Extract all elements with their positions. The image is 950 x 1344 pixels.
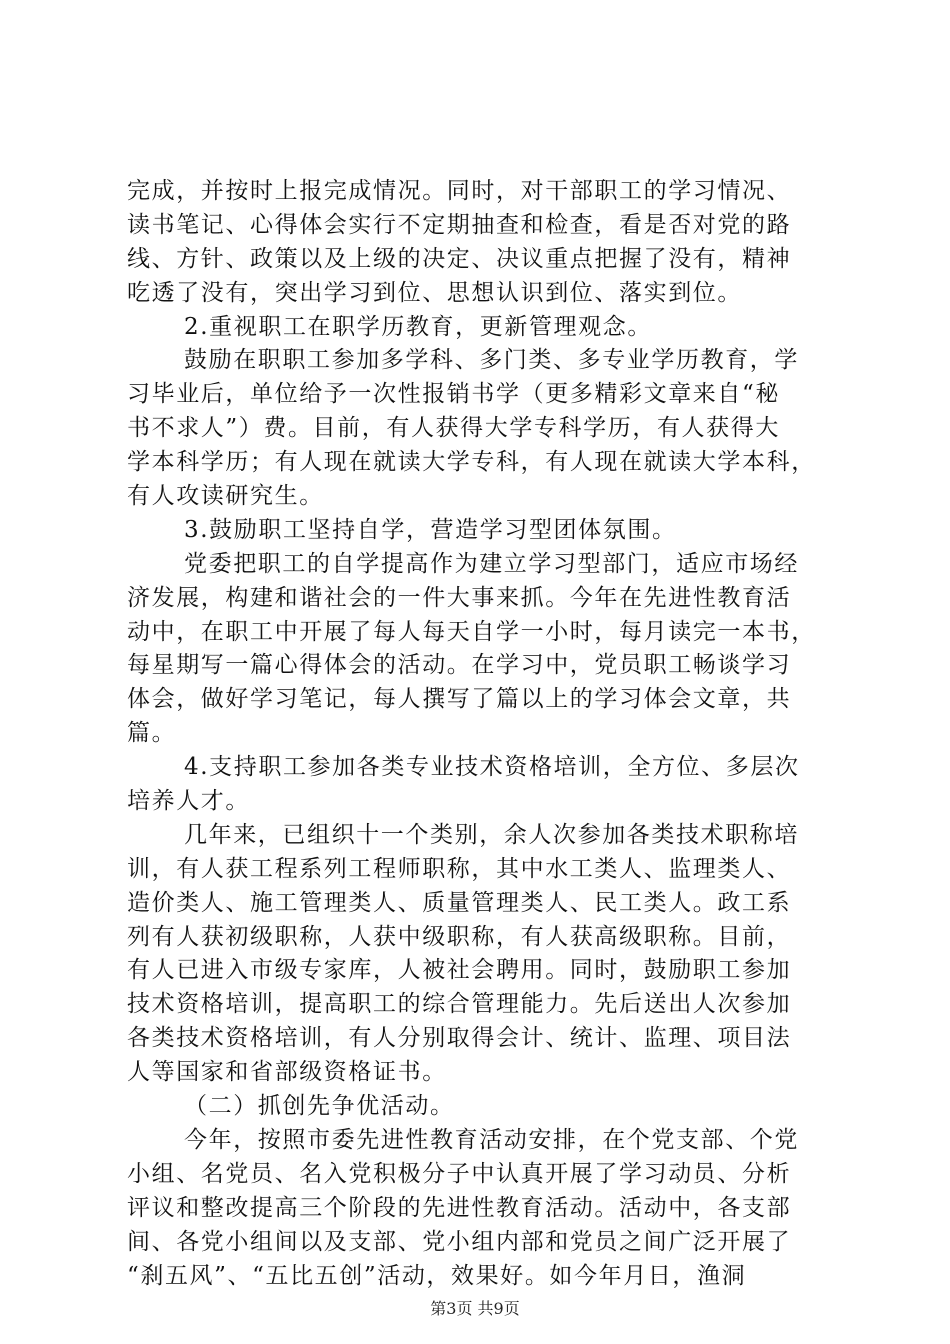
text-line: 有人攻读研究生。 [127, 483, 324, 510]
text-line: 书不求人”）费。目前，有人获得大学专科学历，有人获得大 [127, 415, 780, 442]
text-line: 有人已进入市级专家库，人被社会聘用。同时，鼓励职工参加 [127, 957, 792, 984]
text-line: 2.重视职工在职学历教育，更新管理观念。 [184, 313, 652, 340]
text-line: “刹五风”、“五比五创”活动，效果好。如今年月日，渔洞 [127, 1262, 747, 1289]
text-line: 党委把职工的自学提高作为建立学习型部门，适应市场经 [184, 550, 799, 577]
text-line: 技术资格培训，提高职工的综合管理能力。先后送出人次参加 [127, 991, 792, 1018]
text-line: 济发展，构建和谐社会的一件大事来抓。今年在先进性教育活 [127, 584, 792, 611]
text-line: 人等国家和省部级资格证书。 [127, 1059, 447, 1086]
text-line: 训，有人获工程系列工程师职称，其中水工类人、监理类人、 [127, 855, 792, 882]
text-line: 篇。 [127, 720, 177, 747]
text-line: 线、方针、政策以及上级的决定、决议重点把握了没有，精神 [127, 245, 792, 272]
text-line: 小组、名党员、名入党积极分子中认真开展了学习动员、分析 [127, 1160, 792, 1187]
text-line: 读书笔记、心得体会实行不定期抽查和检查，看是否对党的路 [127, 211, 792, 238]
text-line: 造价类人、施工管理类人、质量管理类人、民工类人。政工系 [127, 889, 792, 916]
text-line: 几年来，已组织十一个类别，余人次参加各类技术职称培 [184, 821, 799, 848]
text-line: 列有人获初级职称，人获中级职称，有人获高级职称。目前， [127, 923, 792, 950]
text-line: 吃透了没有，突出学习到位、思想认识到位、落实到位。 [127, 279, 742, 306]
text-line: 鼓励在职职工参加多学科、多门类、多专业学历教育，学 [184, 347, 799, 374]
text-line: 3.鼓励职工坚持自学，营造学习型团体氛围。 [184, 516, 677, 543]
page-footer: 第3页 共9页 [430, 1299, 520, 1318]
text-line: 完成，并按时上报完成情况。同时，对干部职工的学习情况、 [127, 178, 792, 204]
text-line: 各类技术资格培训，有人分别取得会计、统计、监理、项目法 [127, 1025, 792, 1052]
text-line: 每星期写一篇心得体会的活动。在学习中，党员职工畅谈学习 [127, 652, 792, 679]
text-line: 评议和整改提高三个阶段的先进性教育活动。活动中，各支部 [127, 1194, 792, 1221]
text-line: 今年，按照市委先进性教育活动安排，在个党支部、个党 [184, 1126, 799, 1153]
text-line: 间、各党小组间以及支部、党小组内部和党员之间广泛开展了 [127, 1228, 792, 1255]
text-line: 学本科学历；有人现在就读大学专科，有人现在就读大学本科， [127, 449, 816, 476]
text-line: 习毕业后，单位给予一次性报销书学（更多精彩文章来自“秘 [127, 381, 780, 408]
text-line: 动中，在职工中开展了每人每天自学一小时，每月读完一本书， [127, 618, 816, 645]
text-line: 4.支持职工参加各类专业技术资格培训，全方位、多层次 [184, 754, 800, 781]
text-line: 体会，做好学习笔记，每人撰写了篇以上的学习体会文章，共 [127, 686, 792, 713]
text-line: 培养人才。 [127, 788, 250, 815]
text-line: （二）抓创先争优活动。 [184, 1093, 455, 1120]
document-body [127, 175, 832, 1293]
